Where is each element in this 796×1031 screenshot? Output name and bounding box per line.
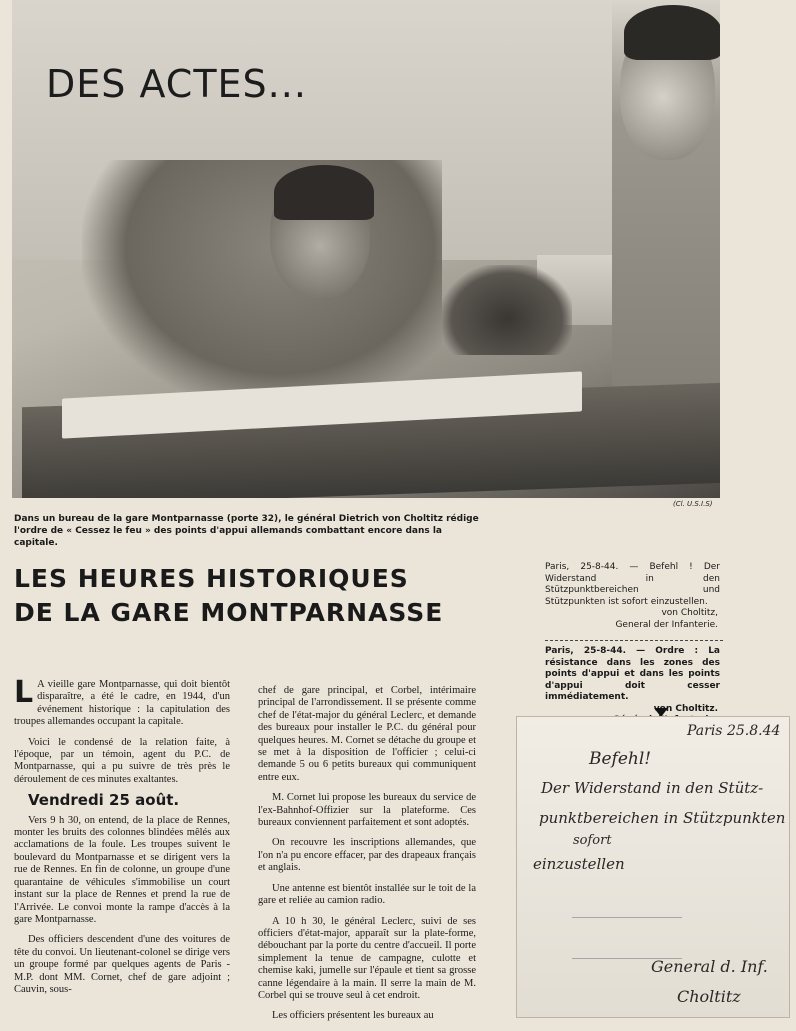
sidebar-divider [545,640,723,641]
handwritten-order [516,716,790,1018]
paragraph-4: Des officiers descendent d'une des voitures de tête du convoi. Un lieutenant-colonel se dirige vers un groupe formé par quelques agents de Paris - M.P. dont MM. Cornet, chef de gare adjoint ; Cauvin, sous- [14,934,230,995]
handwritten-line-6: General d. Inf. [651,957,768,976]
section-subhead: Vendredi 25 août. [28,791,180,810]
paragraph-5: chef de gare principal, et Corbel, intérimaire principal de l'arrondissement. Il se présente comme chef de l'état-major du général Leclerc, et demande des bureaux pour installer le P.C. du général pour quelques heures. M. Cornet se détache du groupe et se met à la disposition de l'officier ; celui-ci demande 5 ou 6 petits bureaux qui communiquent entre eux. [258,685,476,783]
document-stamp [572,917,682,959]
french-order-signature: von Choltitz. [653,703,718,714]
article-lead-paragraph [14,675,230,729]
paragraph-10: Les officiers présentent les bureaux au [272,1010,434,1022]
german-order-text: Paris, 25-8-44. — Befehl ! Der Widerstand in den Stützpunktbereichen und Stützpunkten ist sofort einzustellen. [545,562,720,607]
photo-soldier-hair [624,5,720,60]
article-title-line-1: LES HEURES HISTORIQUES [14,564,409,593]
german-order-signature: von Choltitz, [661,608,718,618]
handwritten-line-2: Der Widerstand in den Stütz- [541,779,764,797]
drop-cap: L [14,675,34,710]
article-title [14,562,514,630]
handwritten-line-3: punktbereichen in Stützpunkten [539,809,786,827]
handwritten-date: Paris 25.8.44 [687,723,781,739]
paragraph-6: M. Cornet lui propose les bureaux du service de l'ex-Bahnhof-Offizier sur la plateforme. Ces bureaux conviennent parfaitement et sont adoptés. [258,792,476,829]
paragraph-7: On recouvre les inscriptions allemandes, que l'on n'a pu encore effacer, par des drapeaux français et anglais. [258,837,476,874]
handwritten-line-1: Befehl! [589,749,652,769]
paragraph-2: Voici le condensé de la relation faite, à l'époque, par un témoin, agent du P.C. de Montparnasse, qui a pu suivre de très près le déroulement de ces minutes exaltantes. [14,736,230,785]
article-title-line-2: DE LA GARE MONTPARNASSE [14,598,444,627]
german-order [545,562,720,631]
german-order-rank: General der Infanterie. [615,619,718,630]
photo-general-body [82,160,442,410]
paragraph-3: Vers 9 h 30, on entend, de la place de Rennes, monter les bruits des colonnes blindées mêlés aux acclamations de la foule. Les troupes suivent le boulevard du Montparnasse et se dirigent vers la rue de Rennes. En fin de colonne, un groupe d'une quarantaine de véhicules s'immobilise un court instant sur la place de Rennes et prend la rue de l'Arrivée. Le convoi monte la rampe d'accès à la gare Montparnasse. [14,814,230,925]
handwritten-line-7: Choltitz [677,987,741,1006]
photo-general-hair [274,165,374,220]
photo-credit: (Cl. U.S.I.S) [673,500,713,508]
handwritten-line-4: sofort [573,833,612,848]
paragraph-1: A vieille gare Montparnasse, qui doit bientôt disparaître, a été le cadre, en 1944, d'un événement historique : la capitulation des troupes allemandes occupant la capitale. [14,679,230,728]
photo-caption: Dans un bureau de la gare Montparnasse (porte 32), le général Dietrich von Choltitz rédige l'ordre de « Cessez le feu » des points d'appui allemands combattant encore dans la capitale. [14,514,479,548]
article-column-1 [14,675,230,1004]
french-order-text: Paris, 25-8-44. — Ordre : La résistance dans les zones des points d'appui et dans les points d'appui doit cesser immédiatement. [545,646,720,702]
headline: DES ACTES... [46,62,307,106]
article-column-2 [258,685,476,1031]
french-order [545,646,720,727]
paragraph-9: A 10 h 30, le général Leclerc, suivi de ses officiers d'état-major, apparaît sur la plate-forme, débouchant par la porte du centre d'accueil. Il porte simplement la tenue de campagne, culotte et chemise kaki, jumelle sur l'épaule et tient sa grosse canne légendaire à la main. Il serre la main de M. Corbel qui se trouve seul à cet endroit. [258,915,476,1001]
photo-officer-cap [442,265,572,355]
paragraph-8: Une antenne est bientôt installée sur le toit de la gare et reliée au camion radio. [258,882,476,907]
handwritten-line-5: einzustellen [533,855,625,873]
